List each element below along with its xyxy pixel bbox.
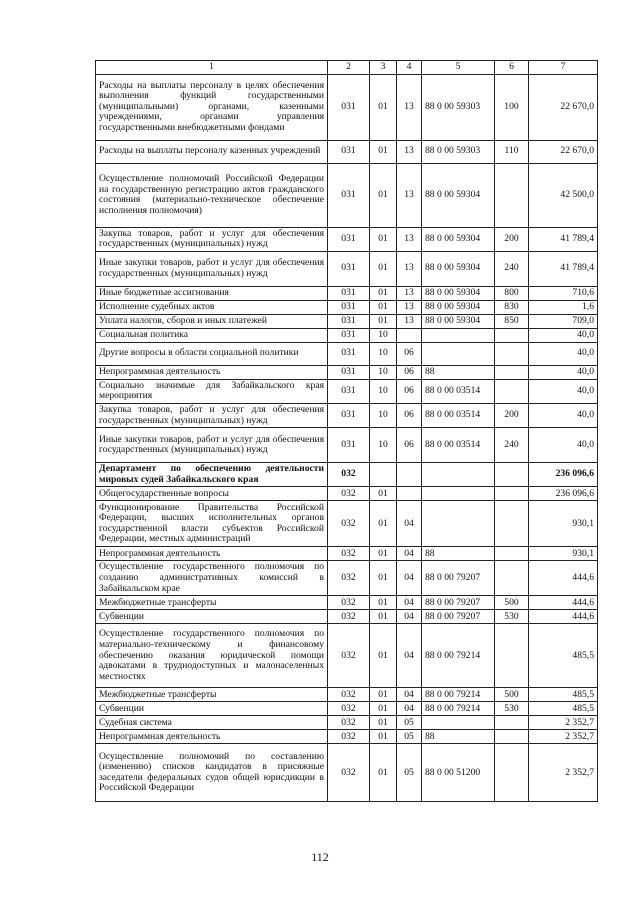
target-article-cell: 88 0 00 59304: [422, 227, 495, 251]
target-article-cell: 88 0 00 59303: [422, 74, 495, 140]
row-name-cell: Расходы на выплаты персоналу в целях обеспечения выполнения функций государственными (муниципальными) органами, казенными учреждениями, органами управления государственными внебюджетными фондами: [96, 74, 328, 140]
admin-code-cell: 032: [328, 688, 370, 702]
subsection-cell: 13: [397, 300, 422, 314]
subsection-cell: 04: [397, 688, 422, 702]
row-name-cell: Субвенции: [96, 610, 328, 624]
amount-cell: 485,5: [529, 688, 598, 702]
amount-cell: 22 670,0: [529, 74, 598, 140]
subsection-cell: 06: [397, 379, 422, 403]
section-cell: 10: [370, 379, 397, 403]
table-row: [96, 328, 598, 342]
row-name-cell: Осуществление государственного полномочия по созданию административных комиссий в Забайкальском крае: [96, 561, 328, 596]
target-article-cell: 88 0 00 79207: [422, 610, 495, 624]
target-article-cell: 88 0 00 59304: [422, 286, 495, 300]
row-name-cell: Другие вопросы в области социальной политики: [96, 342, 328, 365]
amount-cell: 40,0: [529, 403, 598, 427]
amount-cell: 40,0: [529, 379, 598, 403]
subsection-cell: 06: [397, 342, 422, 365]
amount-cell: 1,6: [529, 300, 598, 314]
table-row: [96, 286, 598, 300]
expense-type-cell: [495, 716, 529, 730]
row-name-cell: Исполнение судебных актов: [96, 300, 328, 314]
expense-type-cell: 110: [495, 140, 529, 163]
section-cell: 10: [370, 342, 397, 365]
expense-type-cell: [495, 730, 529, 744]
table-row: [96, 547, 598, 561]
table-header-row: [96, 61, 598, 75]
admin-code-cell: 032: [328, 702, 370, 716]
table-row: [96, 314, 598, 328]
section-cell: 01: [370, 314, 397, 328]
budget-table: [95, 60, 598, 802]
section-cell: 01: [370, 610, 397, 624]
amount-cell: 930,1: [529, 501, 598, 547]
subsection-cell: 04: [397, 624, 422, 688]
table-row: [96, 428, 598, 463]
amount-cell: 40,0: [529, 342, 598, 365]
table-row: [96, 487, 598, 501]
amount-cell: 930,1: [529, 547, 598, 561]
table-row: [96, 501, 598, 547]
subsection-cell: [397, 487, 422, 501]
subsection-cell: 13: [397, 286, 422, 300]
header-cell: 3: [370, 61, 397, 75]
section-cell: 01: [370, 251, 397, 286]
table-row: [96, 596, 598, 610]
row-name-cell: Социально значимые для Забайкальского края мероприятия: [96, 379, 328, 403]
row-name-cell: Иные закупки товаров, работ и услуг для обеспечения государственных (муниципальных) нужд: [96, 428, 328, 463]
target-article-cell: 88 0 00 79214: [422, 624, 495, 688]
subsection-cell: 06: [397, 428, 422, 463]
amount-cell: 40,0: [529, 365, 598, 379]
subsection-cell: 04: [397, 596, 422, 610]
amount-cell: 444,6: [529, 596, 598, 610]
admin-code-cell: 031: [328, 342, 370, 365]
section-cell: 01: [370, 624, 397, 688]
table-row: [96, 140, 598, 163]
subsection-cell: 13: [397, 251, 422, 286]
row-name-cell: Непрограммная деятельность: [96, 547, 328, 561]
section-cell: [370, 463, 397, 487]
expense-type-cell: 200: [495, 403, 529, 427]
row-name-cell: Уплата налогов, сборов и иных платежей: [96, 314, 328, 328]
header-cell: 2: [328, 61, 370, 75]
row-name-cell: Закупка товаров, работ и услуг для обеспечения государственных (муниципальных) нужд: [96, 403, 328, 427]
header-cell: 5: [422, 61, 495, 75]
amount-cell: 40,0: [529, 328, 598, 342]
header-cell: 4: [397, 61, 422, 75]
admin-code-cell: 032: [328, 624, 370, 688]
expense-type-cell: 200: [495, 227, 529, 251]
expense-type-cell: [495, 487, 529, 501]
amount-cell: 485,5: [529, 702, 598, 716]
admin-code-cell: 032: [328, 501, 370, 547]
row-name-cell: Департамент по обеспечению деятельности мировых судей Забайкальского края: [96, 463, 328, 487]
amount-cell: 41 789,4: [529, 251, 598, 286]
section-cell: 01: [370, 487, 397, 501]
target-article-cell: 88 0 00 59304: [422, 251, 495, 286]
amount-cell: 40,0: [529, 428, 598, 463]
expense-type-cell: [495, 624, 529, 688]
target-article-cell: [422, 716, 495, 730]
section-cell: 10: [370, 428, 397, 463]
subsection-cell: 06: [397, 403, 422, 427]
expense-type-cell: [495, 163, 529, 227]
admin-code-cell: 031: [328, 286, 370, 300]
target-article-cell: 88 0 00 03514: [422, 403, 495, 427]
table-row: [96, 624, 598, 688]
row-name-cell: Осуществление полномочий по составлению (изменению) списков кандидатов в присяжные заседатели федеральных судов общей юрисдикции в Российской Федерации: [96, 744, 328, 802]
expense-type-cell: [495, 744, 529, 802]
row-name-cell: Непрограммная деятельность: [96, 365, 328, 379]
table-row: [96, 300, 598, 314]
amount-cell: 2 352,7: [529, 716, 598, 730]
target-article-cell: 88 0 00 51200: [422, 744, 495, 802]
admin-code-cell: 032: [328, 730, 370, 744]
target-article-cell: [422, 342, 495, 365]
target-article-cell: 88 0 00 59304: [422, 314, 495, 328]
table-row: [96, 610, 598, 624]
amount-cell: 485,5: [529, 624, 598, 688]
row-name-cell: Социальная политика: [96, 328, 328, 342]
subsection-cell: 13: [397, 227, 422, 251]
admin-code-cell: 031: [328, 140, 370, 163]
amount-cell: 710,6: [529, 286, 598, 300]
section-cell: 01: [370, 730, 397, 744]
page-number: 112: [311, 850, 329, 864]
amount-cell: 2 352,7: [529, 730, 598, 744]
subsection-cell: 13: [397, 74, 422, 140]
expense-type-cell: 240: [495, 428, 529, 463]
expense-type-cell: 830: [495, 300, 529, 314]
admin-code-cell: 031: [328, 428, 370, 463]
section-cell: 01: [370, 688, 397, 702]
row-name-cell: Функционирование Правительства Российской Федерации, высших исполнительных органов государственной власти субъектов Российской Федерации, местных администраций: [96, 501, 328, 547]
admin-code-cell: 031: [328, 251, 370, 286]
section-cell: 10: [370, 328, 397, 342]
target-article-cell: [422, 463, 495, 487]
section-cell: 01: [370, 227, 397, 251]
table-row: [96, 379, 598, 403]
table-body: [96, 61, 598, 802]
expense-type-cell: 100: [495, 74, 529, 140]
table-row: [96, 688, 598, 702]
expense-type-cell: [495, 501, 529, 547]
table-row: [96, 716, 598, 730]
target-article-cell: 88: [422, 730, 495, 744]
admin-code-cell: 032: [328, 547, 370, 561]
amount-cell: 236 096,6: [529, 487, 598, 501]
subsection-cell: 04: [397, 561, 422, 596]
target-article-cell: [422, 487, 495, 501]
admin-code-cell: 031: [328, 300, 370, 314]
subsection-cell: 13: [397, 163, 422, 227]
section-cell: 10: [370, 365, 397, 379]
admin-code-cell: 032: [328, 596, 370, 610]
subsection-cell: 04: [397, 501, 422, 547]
table-row: [96, 403, 598, 427]
table-row: [96, 744, 598, 802]
expense-type-cell: 240: [495, 251, 529, 286]
table-row: [96, 463, 598, 487]
amount-cell: 42 500,0: [529, 163, 598, 227]
admin-code-cell: 031: [328, 74, 370, 140]
table-row: [96, 227, 598, 251]
admin-code-cell: 032: [328, 716, 370, 730]
amount-cell: 444,6: [529, 610, 598, 624]
row-name-cell: Осуществление полномочий Российской Федерации на государственную регистрацию актов гражданского состояния (материально-техническое обеспечение исполнения полномочия): [96, 163, 328, 227]
subsection-cell: [397, 463, 422, 487]
section-cell: 01: [370, 744, 397, 802]
target-article-cell: 88: [422, 365, 495, 379]
section-cell: 01: [370, 140, 397, 163]
target-article-cell: 88 0 00 79207: [422, 561, 495, 596]
subsection-cell: 13: [397, 140, 422, 163]
section-cell: 10: [370, 403, 397, 427]
target-article-cell: 88 0 00 79214: [422, 688, 495, 702]
table-row: [96, 702, 598, 716]
expense-type-cell: 530: [495, 610, 529, 624]
amount-cell: 709,0: [529, 314, 598, 328]
expense-type-cell: [495, 342, 529, 365]
section-cell: 01: [370, 561, 397, 596]
row-name-cell: Расходы на выплаты персоналу казенных учреждений: [96, 140, 328, 163]
row-name-cell: Закупка товаров, работ и услуг для обеспечения государственных (муниципальных) нужд: [96, 227, 328, 251]
section-cell: 01: [370, 74, 397, 140]
subsection-cell: 05: [397, 716, 422, 730]
amount-cell: 22 670,0: [529, 140, 598, 163]
table-row: [96, 74, 598, 140]
section-cell: 01: [370, 163, 397, 227]
expense-type-cell: [495, 463, 529, 487]
expense-type-cell: [495, 547, 529, 561]
row-name-cell: Осуществление государственного полномочия по материально-техническому и финансовому обеспечению оказания юридической помощи адвокатами в труднодоступных и малонаселенных местностях: [96, 624, 328, 688]
subsection-cell: 13: [397, 314, 422, 328]
table-row: [96, 561, 598, 596]
admin-code-cell: 031: [328, 328, 370, 342]
amount-cell: 236 096,6: [529, 463, 598, 487]
header-cell: 7: [529, 61, 598, 75]
target-article-cell: 88 0 00 59304: [422, 300, 495, 314]
expense-type-cell: 500: [495, 596, 529, 610]
target-article-cell: 88 0 00 03514: [422, 428, 495, 463]
admin-code-cell: 032: [328, 463, 370, 487]
admin-code-cell: 032: [328, 744, 370, 802]
row-name-cell: Иные бюджетные ассигнования: [96, 286, 328, 300]
section-cell: 01: [370, 300, 397, 314]
expense-type-cell: 800: [495, 286, 529, 300]
target-article-cell: 88 0 00 79214: [422, 702, 495, 716]
amount-cell: 444,6: [529, 561, 598, 596]
amount-cell: 2 352,7: [529, 744, 598, 802]
amount-cell: 41 789,4: [529, 227, 598, 251]
admin-code-cell: 031: [328, 163, 370, 227]
subsection-cell: 04: [397, 547, 422, 561]
expense-type-cell: [495, 561, 529, 596]
target-article-cell: 88 0 00 59304: [422, 163, 495, 227]
target-article-cell: 88 0 00 03514: [422, 379, 495, 403]
subsection-cell: [397, 328, 422, 342]
expense-type-cell: 500: [495, 688, 529, 702]
table-row: [96, 163, 598, 227]
admin-code-cell: 032: [328, 561, 370, 596]
row-name-cell: Общегосударственные вопросы: [96, 487, 328, 501]
expense-type-cell: [495, 365, 529, 379]
row-name-cell: Межбюджетные трансферты: [96, 596, 328, 610]
target-article-cell: 88: [422, 547, 495, 561]
expense-type-cell: [495, 379, 529, 403]
subsection-cell: 04: [397, 702, 422, 716]
admin-code-cell: 031: [328, 365, 370, 379]
target-article-cell: 88 0 00 59303: [422, 140, 495, 163]
target-article-cell: [422, 328, 495, 342]
admin-code-cell: 032: [328, 487, 370, 501]
admin-code-cell: 031: [328, 314, 370, 328]
row-name-cell: Судебная система: [96, 716, 328, 730]
row-name-cell: Субвенции: [96, 702, 328, 716]
section-cell: 01: [370, 596, 397, 610]
admin-code-cell: 031: [328, 227, 370, 251]
expense-type-cell: 530: [495, 702, 529, 716]
row-name-cell: Иные закупки товаров, работ и услуг для обеспечения государственных (муниципальных) нужд: [96, 251, 328, 286]
section-cell: 01: [370, 716, 397, 730]
admin-code-cell: 032: [328, 610, 370, 624]
subsection-cell: 04: [397, 610, 422, 624]
table-row: [96, 342, 598, 365]
table-row: [96, 365, 598, 379]
admin-code-cell: 031: [328, 403, 370, 427]
expense-type-cell: 850: [495, 314, 529, 328]
target-article-cell: [422, 501, 495, 547]
section-cell: 01: [370, 501, 397, 547]
table-row: [96, 730, 598, 744]
row-name-cell: Межбюджетные трансферты: [96, 688, 328, 702]
section-cell: 01: [370, 286, 397, 300]
table-row: [96, 251, 598, 286]
section-cell: 01: [370, 547, 397, 561]
subsection-cell: 05: [397, 730, 422, 744]
row-name-cell: Непрограммная деятельность: [96, 730, 328, 744]
header-cell: 1: [96, 61, 328, 75]
subsection-cell: 05: [397, 744, 422, 802]
subsection-cell: 06: [397, 365, 422, 379]
expense-type-cell: [495, 328, 529, 342]
target-article-cell: 88 0 00 79207: [422, 596, 495, 610]
header-cell: 6: [495, 61, 529, 75]
section-cell: 01: [370, 702, 397, 716]
admin-code-cell: 031: [328, 379, 370, 403]
